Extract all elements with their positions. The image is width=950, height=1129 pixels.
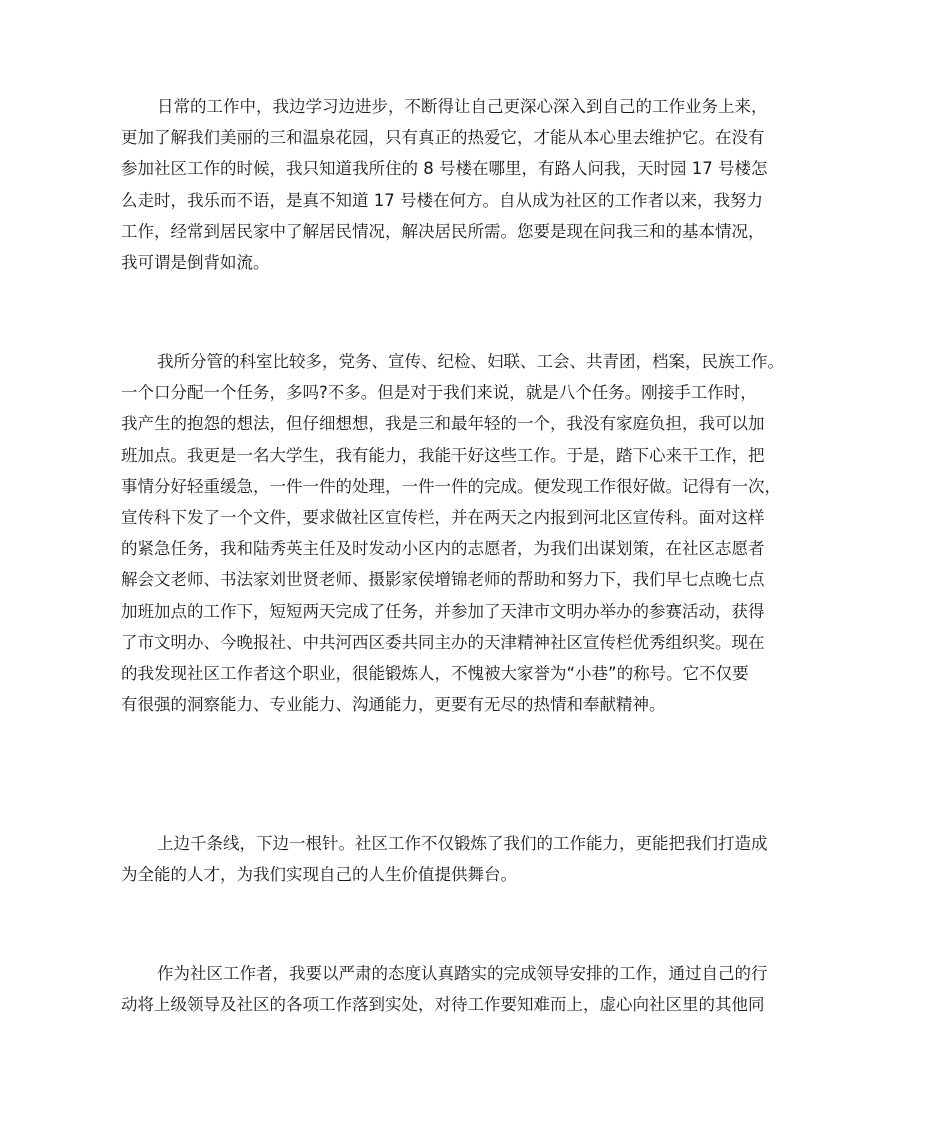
text-line: 参加社区工作的时候，我只知道我所住的 8 号楼在哪里，有路人问我，天时园 17 号楼怎 <box>121 159 768 179</box>
text-line: 班加点。我更是一名大学生，我有能力，我能干好这些工作。于是，踏下心来干工作，把 <box>121 445 765 465</box>
text-line: 动将上级领导及社区的各项工作落到实处，对待工作要知难而上，虚心向社区里的其他同 <box>121 995 765 1015</box>
text-line: 一个口分配一个任务，多吗?不多。但是对于我们来说，就是八个任务。刚接手工作时， <box>121 383 757 403</box>
text-line: 宣传科下发了一个文件，要求做社区宣传栏，并在两天之内报到河北区宣传科。面对这样 <box>121 507 765 527</box>
paragraph-1 <box>121 91 861 278</box>
paragraph-2 <box>121 346 861 720</box>
text-line: 日常的工作中，我边学习边进步，不断得让自己更深心深入到自己的工作业务上来， <box>157 97 768 116</box>
text-line: 我可谓是倒背如流。 <box>121 252 270 272</box>
text-line: 了市文明办、今晚报社、中共河西区委共同主办的天津精神社区宣传栏优秀组织奖。现在 <box>121 632 765 652</box>
text-line: 解会文老师、书法家刘世贤老师、摄影家侯增锦老师的帮助和努力下，我们早七点晚七点 <box>121 570 765 590</box>
text-line: 作为社区工作者，我要以严肃的态度认真踏实的完成领导安排的工作，通过自己的行 <box>157 964 768 983</box>
text-line: 上边千条线，下边一根针。社区工作不仅锻炼了我们的工作能力，更能把我们打造成 <box>157 834 768 853</box>
text-line: 为全能的人才，为我们实现自己的人生价值提供舞台。 <box>121 865 517 885</box>
text-line: 的我发现社区工作者这个职业，很能锻炼人，不愧被大家誉为“小巷”的称号。它不仅要 <box>121 663 749 683</box>
text-line: 我所分管的科室比较多，党务、宣传、纪检、妇联、工会、共青团，档案，民族工作。 <box>157 352 784 371</box>
text-line: 工作，经常到居民家中了解居民情况，解决居民所需。您要是现在问我三和的基本情况， <box>121 221 765 241</box>
text-line: 有很强的洞察能力、专业能力、沟通能力，更要有无尽的热情和奉献精神。 <box>121 695 666 715</box>
text-line: 的紧急任务，我和陆秀英主任及时发动小区内的志愿者，为我们出谋划策，在社区志愿者 <box>121 539 765 559</box>
paragraph-3 <box>121 828 861 890</box>
text-line: 我产生的抱怨的想法，但仔细想想，我是三和最年轻的一个，我没有家庭负担，我可以加 <box>121 414 765 434</box>
text-line: 加班加点的工作下，短短两天完成了任务，并参加了天津市文明办举办的参赛活动，获得 <box>121 601 765 621</box>
text-line: 么走时，我乐而不语，是真不知道 17 号楼在何方。自从成为社区的工作者以来，我努力 <box>121 190 763 210</box>
paragraph-4 <box>121 958 861 1020</box>
text-line: 事情分好轻重缓急，一件一件的处理，一件一件的完成。便发现工作很好做。记得有一次， <box>121 476 781 496</box>
text-line: 更加了解我们美丽的三和温泉花园，只有真正的热爱它，才能从本心里去维护它。在没有 <box>121 128 765 148</box>
